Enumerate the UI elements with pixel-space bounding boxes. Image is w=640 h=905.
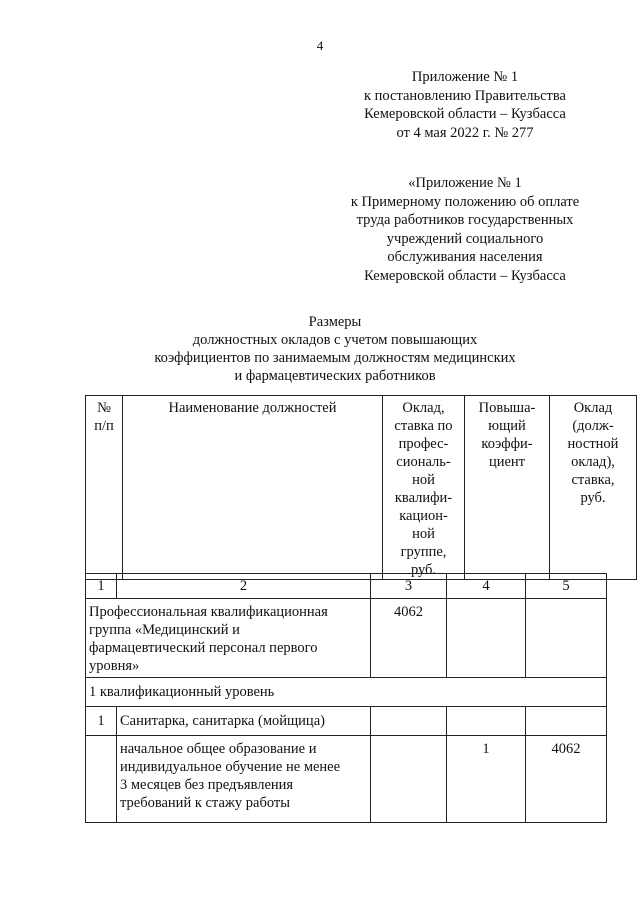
requirement-coefficient: 1 [447, 736, 526, 823]
position-number: 1 [86, 707, 117, 736]
qualification-level-label: 1 квалификационный уровень [86, 678, 607, 707]
sub-annex-line: к Примерному положению об оплате [350, 193, 580, 210]
title-line: должностных окладов с учетом повышающих [192, 332, 478, 348]
title-line: коэффициентов по занимаемым должностям медицинских [154, 350, 516, 366]
empty-cell [86, 736, 117, 823]
column-number: 1 [86, 574, 117, 599]
annex-header [330, 68, 600, 142]
column-number: 2 [117, 574, 371, 599]
document-title [100, 313, 570, 385]
position-row [86, 707, 607, 736]
column-number: 4 [447, 574, 526, 599]
column-number: 3 [371, 574, 447, 599]
title-line: Размеры [308, 314, 362, 330]
sub-annex-line: «Приложение № 1 [408, 175, 522, 191]
column-number: 5 [526, 574, 607, 599]
annex-line: от 4 мая 2022 г. № 277 [396, 124, 534, 141]
column-number-row [86, 574, 607, 599]
empty-cell [371, 736, 447, 823]
empty-cell [371, 707, 447, 736]
sub-annex-line: Кемеровской области – Кузбасса [364, 267, 566, 284]
page-number: 4 [316, 38, 324, 53]
requirement-row [86, 736, 607, 823]
empty-cell [447, 599, 526, 678]
header-cell-position-name: Наименование должностей [123, 396, 383, 580]
qualification-group-name: Профессиональная квалификационная группа «Медицинский и фармацевтический персонал первого уровня» [86, 599, 371, 678]
empty-cell [526, 599, 607, 678]
annex-line: Кемеровской области – Кузбасса [364, 106, 566, 122]
position-name: Санитарка, санитарка (мойщица) [117, 707, 371, 736]
annex-line: к постановлению Правительства [364, 87, 566, 104]
title-line: и фармацевтических работников [234, 368, 436, 384]
qualification-group-salary: 4062 [371, 599, 447, 678]
sub-annex-line: труда работников государственных [356, 212, 574, 228]
qualification-level-row [86, 678, 607, 707]
requirement-salary: 4062 [526, 736, 607, 823]
header-cell-base-salary: Оклад, ставка по профес- сиональ- ной квалифи- кацион- ной группе, руб. [383, 396, 465, 580]
requirement-text: начальное общее образование и индивидуальное обучение не менее 3 месяцев без предъявления требований к стажу работы [117, 736, 371, 823]
annex-line: Приложение № 1 [411, 69, 519, 85]
sub-annex-line: учреждений социального [386, 230, 544, 247]
header-cell-salary: Оклад (долж- ностной оклад), ставка, руб. [550, 396, 637, 580]
qualification-group-row [86, 599, 607, 678]
table-header [85, 395, 637, 580]
sub-annex-header [330, 174, 600, 285]
header-cell-coefficient: Повыша- ющий коэффи- циент [465, 396, 550, 580]
salary-table [85, 573, 607, 823]
sub-annex-line: обслуживания населения [387, 249, 543, 265]
empty-cell [526, 707, 607, 736]
empty-cell [447, 707, 526, 736]
header-cell-number: № п/п [86, 396, 123, 580]
